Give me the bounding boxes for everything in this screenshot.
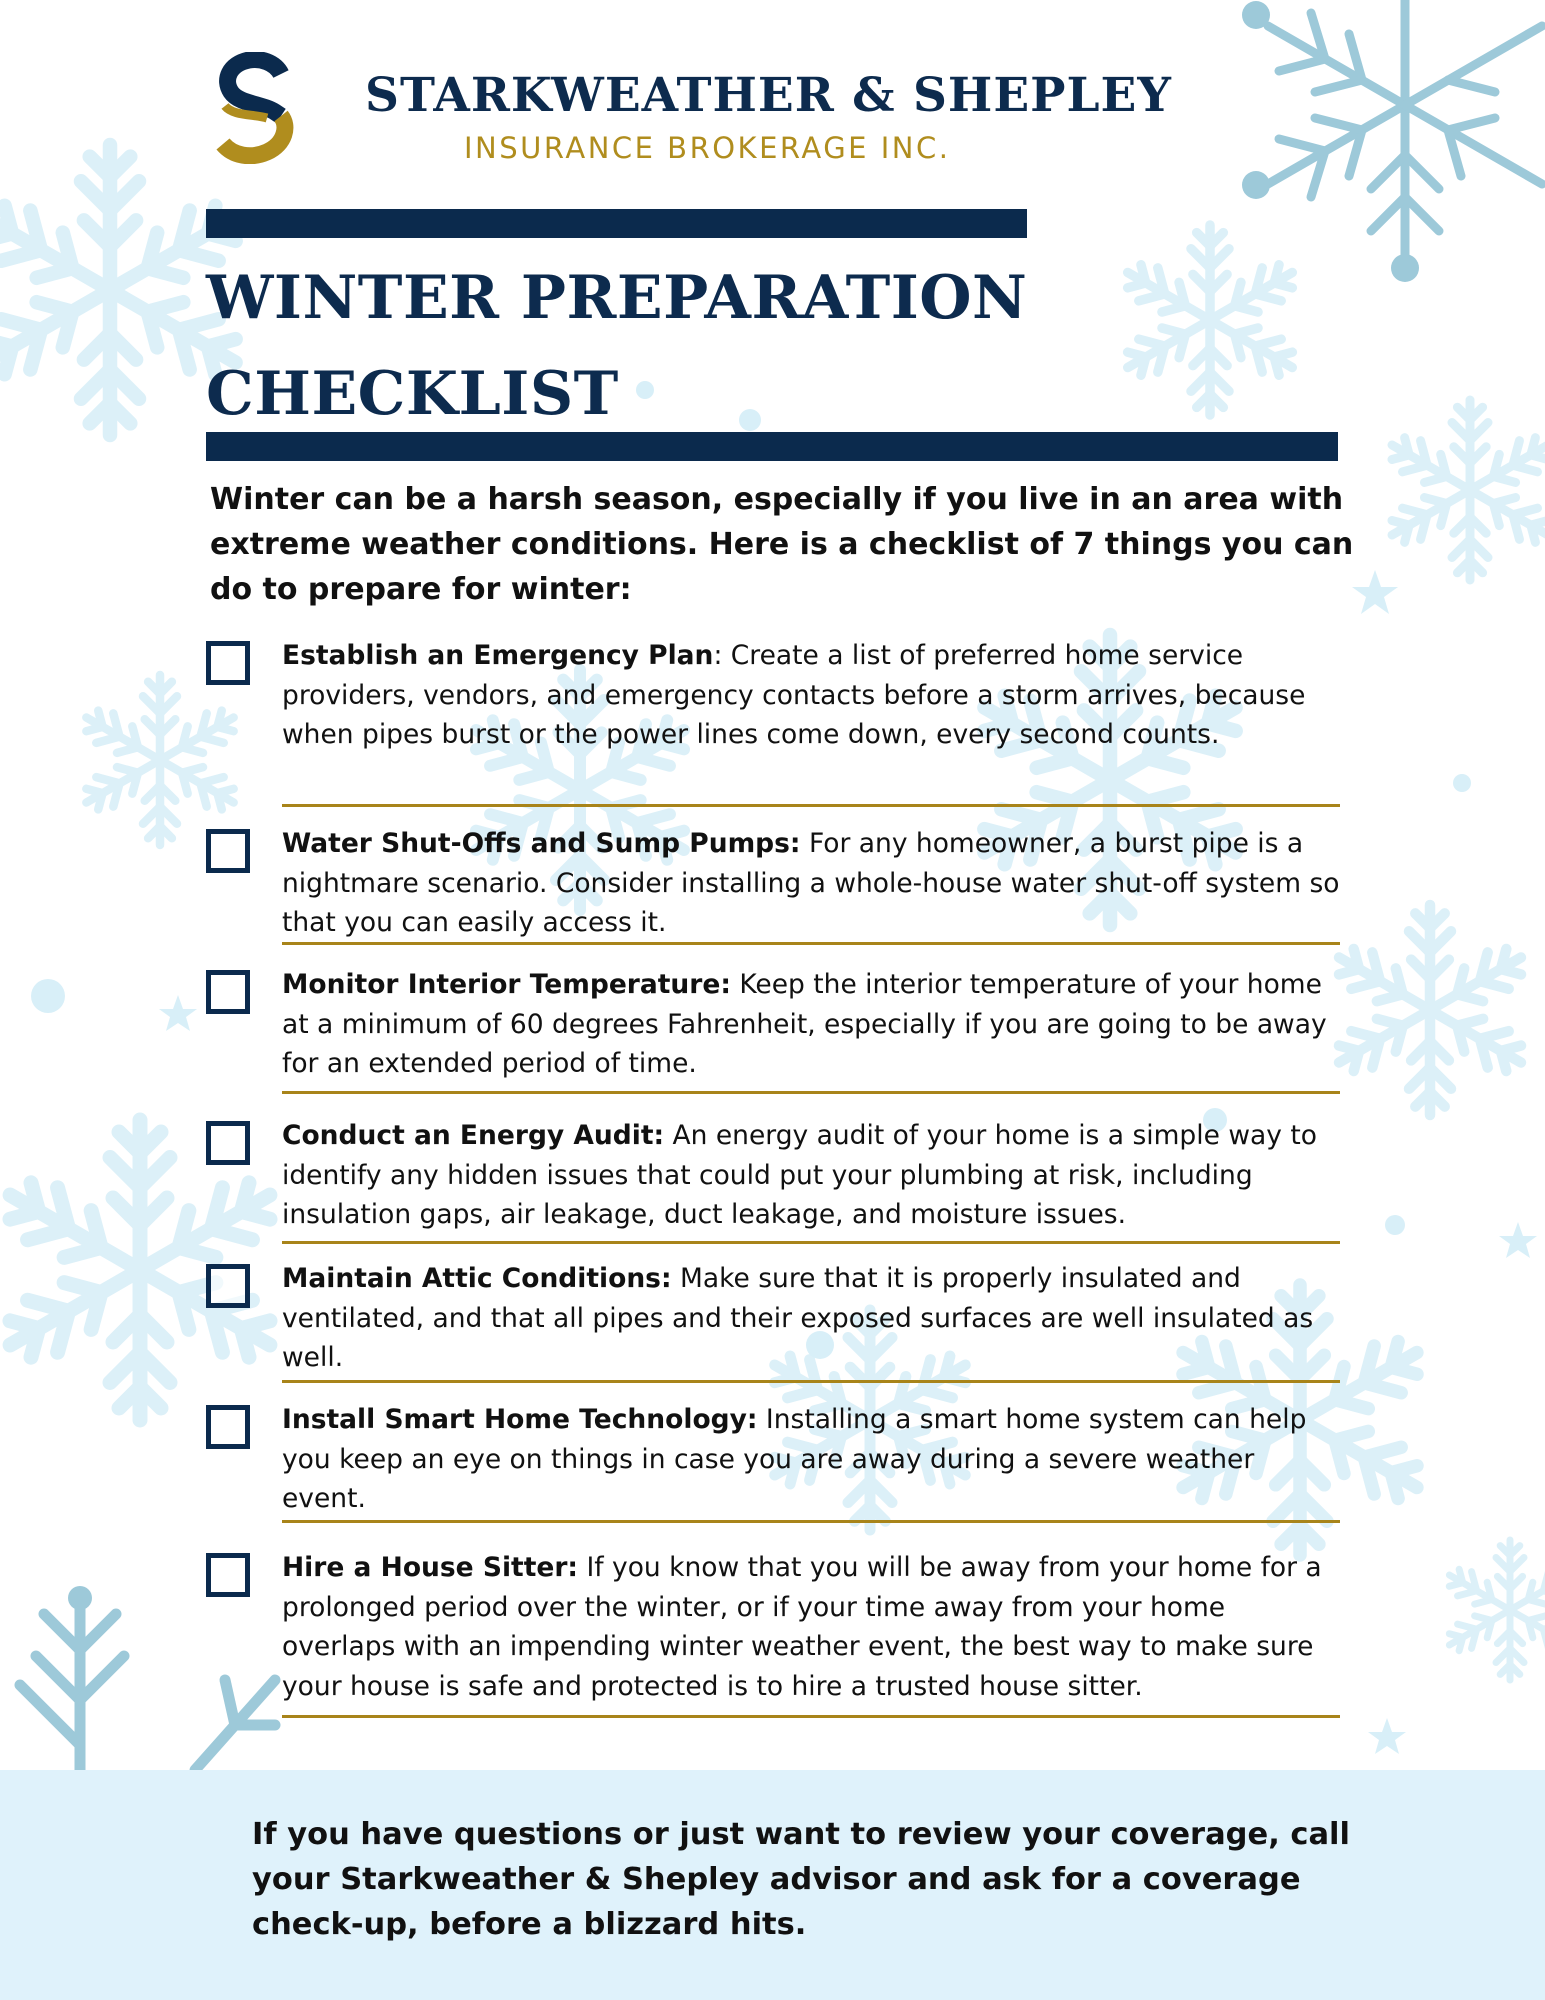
checklist-item-text	[282, 1116, 1342, 1235]
checklist-item-title: Install Smart Home Technology:	[282, 1404, 758, 1435]
item-divider	[282, 1715, 1340, 1718]
checklist-item-text	[282, 1259, 1342, 1378]
checklist-item-description: Keep the interior temperature of your home at a minimum of 60 degrees Fahrenheit, especially if you are going to be away for an extended period of time.	[282, 969, 1327, 1079]
page-title-line-2: CHECKLIST	[206, 359, 619, 429]
checklist-item-title: Establish an Emergency Plan	[282, 640, 714, 671]
checklist-item-text	[282, 636, 1342, 755]
checkbox[interactable]	[206, 970, 250, 1014]
item-divider	[282, 1380, 1340, 1383]
checklist-item-title: Maintain Attic Conditions:	[282, 1263, 672, 1294]
checklist-item-description: Installing a smart home system can help you keep an eye on things in case you are away during a severe weather event.	[282, 1404, 1307, 1514]
checkbox[interactable]	[206, 641, 250, 685]
checklist-item-description: If you know that you will be away from your home for a prolonged period over the winter, or if your time away from your home overlaps with an impending winter weather event, the best way to make sure your house is safe and protected is to hire a trusted house sitter.	[282, 1552, 1322, 1702]
intro-paragraph: Winter can be a harsh season, especially if you live in an area with extreme weather conditions. Here is a checklist of 7 things you can do to prepare for winter:	[210, 482, 1354, 607]
checklist-item-title: Hire a House Sitter:	[282, 1552, 579, 1583]
checklist-item-title: Monitor Interior Temperature:	[282, 969, 731, 1000]
item-divider	[282, 804, 1340, 807]
checkbox[interactable]	[206, 1405, 250, 1449]
company-name: STARKWEATHER & SHEPLEY	[365, 68, 1172, 123]
checkbox[interactable]	[206, 829, 250, 873]
checkbox[interactable]	[206, 1121, 250, 1165]
item-divider	[282, 1241, 1340, 1244]
checklist-item-text	[282, 1400, 1342, 1519]
checklist-item-text	[282, 824, 1342, 943]
checklist-item-description: For any homeowner, a burst pipe is a nightmare scenario. Consider installing a whole-house water shut-off system so that you can easily access it.	[282, 828, 1340, 938]
item-divider	[282, 942, 1340, 945]
checklist-item-text	[282, 965, 1342, 1084]
checklist-item-title: Water Shut-Offs and Sump Pumps:	[282, 828, 801, 859]
checklist-item-description: Make sure that it is properly insulated and ventilated, and that all pipes and their exposed surfaces are well insulated as well.	[282, 1263, 1314, 1373]
company-subtitle: INSURANCE BROKERAGE INC.	[464, 131, 951, 165]
checklist-item-description: An energy audit of your home is a simple way to identify any hidden issues that could put your plumbing at risk, including insulation gaps, air leakage, duct leakage, and moisture issues.	[282, 1120, 1317, 1230]
checklist-item-text	[282, 1548, 1342, 1706]
item-divider	[282, 1091, 1340, 1094]
checklist-item-title: Conduct an Energy Audit:	[282, 1120, 665, 1151]
checkbox[interactable]	[206, 1553, 250, 1597]
page-title-line-1: WINTER PREPARATION	[206, 263, 1028, 333]
item-divider	[282, 1520, 1340, 1523]
checklist-item-description: : Create a list of preferred home service providers, vendors, and emergency contacts before a storm arrives, because when pipes burst or the power lines come down, every second counts.	[282, 640, 1306, 750]
footer-message: If you have questions or just want to review your coverage, call your Starkweather & Shepley advisor and ask for a coverage check-up, before a blizzard hits.	[252, 1817, 1350, 1942]
checkbox[interactable]	[206, 1264, 250, 1308]
